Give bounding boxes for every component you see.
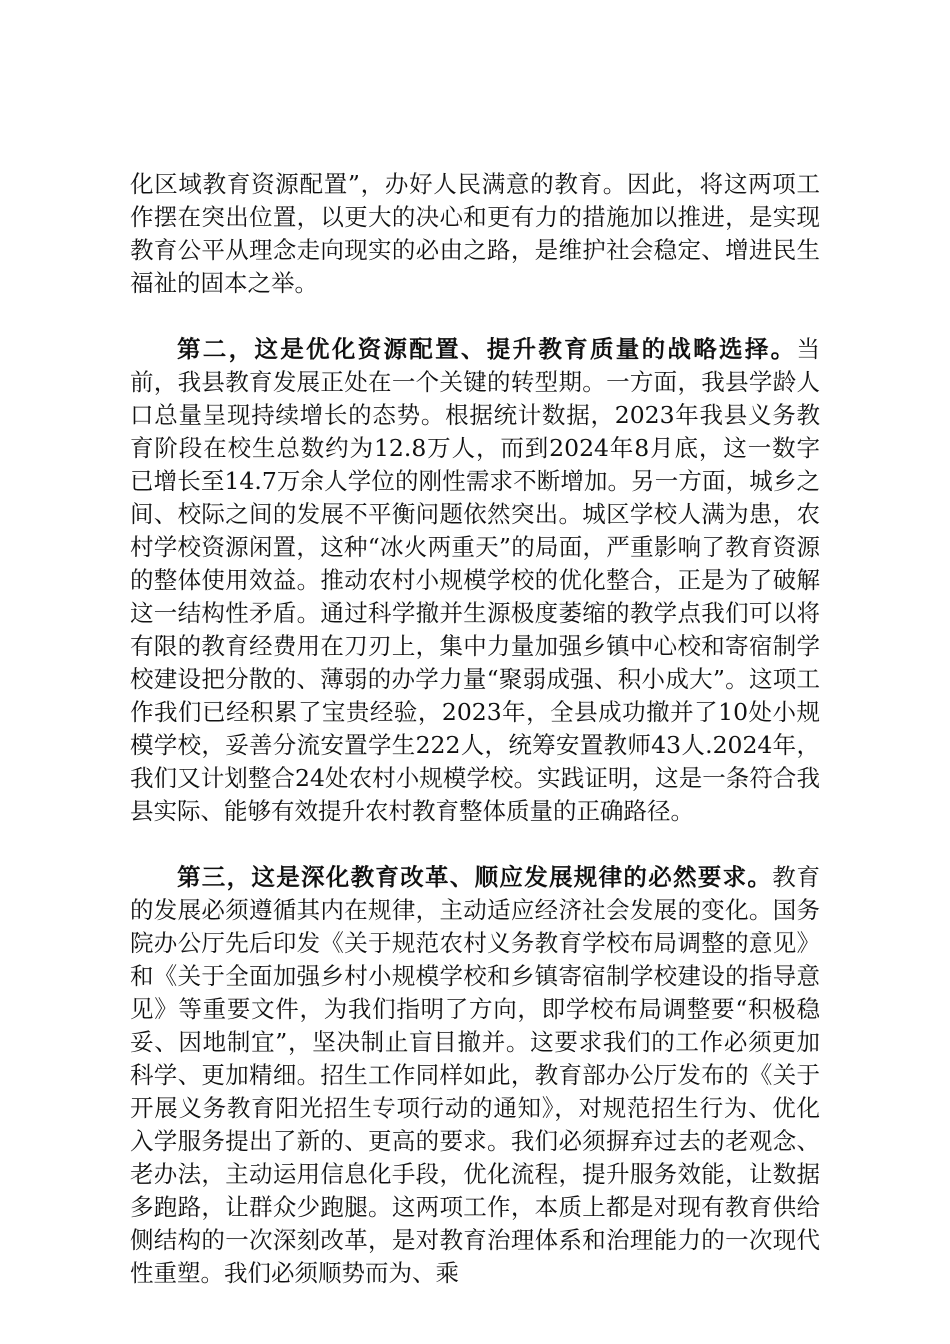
paragraph-2-lead-sentence: 第二，这是优化资源配置、提升教育质量的战略选择。 — [177, 335, 797, 363]
paragraph-third-point — [130, 861, 820, 1290]
paragraph-continuation — [130, 168, 820, 300]
paragraph-1-text: 化区域教育资源配置”，办好人民满意的教育。因此，将这两项工作摆在突出位置，以更大的决心和更有力的措施加以推进，是实现教育公平从理念走向现实的必由之路，是维护社会稳定、增进民生福祉的固本之举。 — [130, 170, 820, 297]
paragraph-second-point — [130, 333, 820, 828]
paragraph-2-text: 当前，我县教育发展正处在一个关键的转型期。一方面，我县学龄人口总量呈现持续增长的态势。根据统计数据，2023年我县义务教育阶段在校生总数约为12.8万人，而到2024年8月底，这一数字已增长至14.7万余人学位的刚性需求不断增加。另一方面，城乡之间、校际之间的发展不平衡问题依然突出。城区学校人满为患，农村学校资源闲置，这种“冰火两重天”的局面，严重影响了教育资源的整体使用效益。推动农村小规模学校的优化整合，正是为了破解这一结构性矛盾。通过科学撤并生源极度萎缩的教学点我们可以将有限的教育经费用在刀刃上，集中力量加强乡镇中心校和寄宿制学校建设把分散的、薄弱的办学力量“聚弱成强、积小成大”。这项工作我们已经积累了宝贵经验，2023年，全县成功撤并了10处小规模学校，妥善分流安置学生222人，统筹安置教师43人.2024年，我们又计划整合24处农村小规模学校。实践证明，这是一条符合我县实际、能够有效提升农村教育整体质量的正确路径。 — [130, 335, 820, 825]
paragraph-3-text: 教育的发展必须遵循其内在规律，主动适应经济社会发展的变化。国务院办公厅先后印发《关于规范农村义务教育学校布局调整的意见》和《关于全面加强乡村小规模学校和乡镇寄宿制学校建设的指导意见》等重要文件，为我们指明了方向，即学校布局调整要“积极稳妥、因地制宜”，坚决制止盲目撤并。这要求我们的工作必须更加科学、更加精细。招生工作同样如此，教育部办公厅发布的《关于开展义务教育阳光招生专项行动的通知》，对规范招生行为、优化入学服务提出了新的、更高的要求。我们必须摒弃过去的老观念、老办法，主动运用信息化手段，优化流程，提升服务效能，让数据多跑路，让群众少跑腿。这两项工作，本质上都是对现有教育供给侧结构的一次深刻改革，是对教育治理体系和治理能力的一次现代性重塑。我们必须顺势而为、乘 — [130, 863, 821, 1287]
paragraph-3-lead-sentence: 第三，这是深化教育改革、顺应发展规律的必然要求。 — [177, 863, 773, 891]
document-body — [130, 168, 820, 1290]
